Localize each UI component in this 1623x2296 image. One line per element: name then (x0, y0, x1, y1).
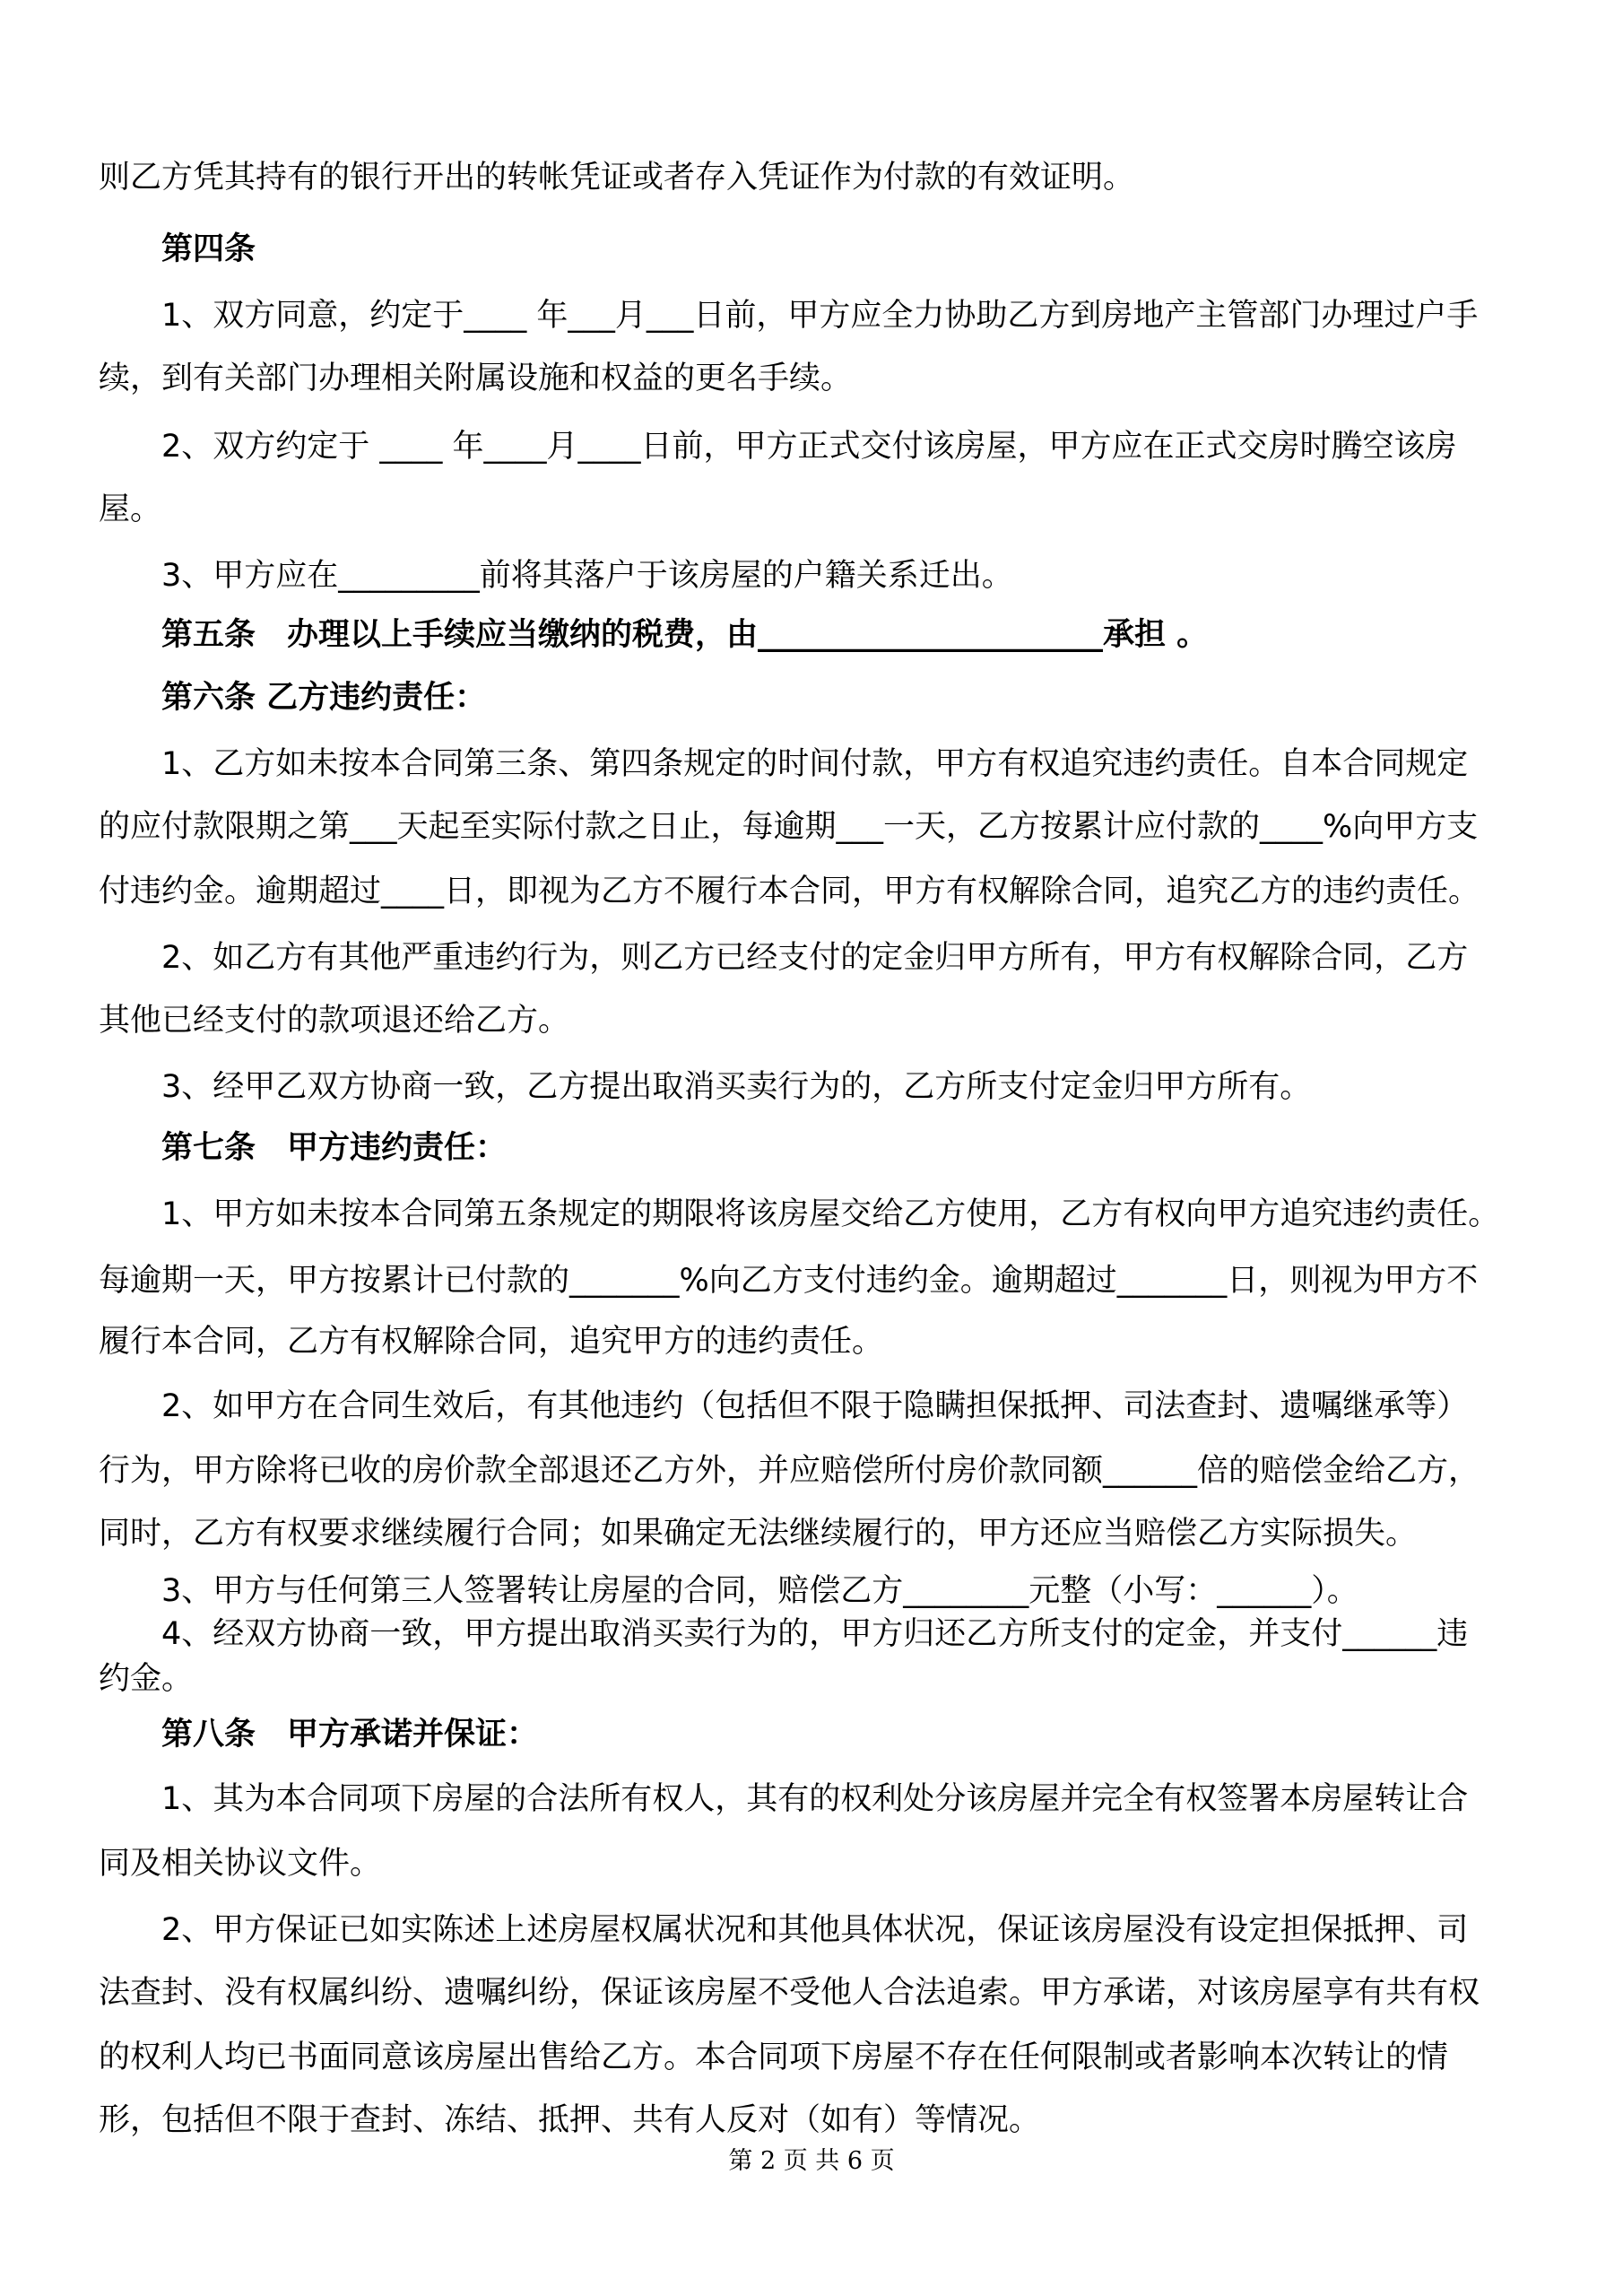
text-line: 1、甲方如未按本合同第五条规定的期限将该房屋交给乙方使用，乙方有权向甲方追究违约责任。 (161, 1196, 1500, 1232)
text-line: 4、经双方协商一致，甲方提出取消买卖行为的，甲方归还乙方所支付的定金，并支付______违 (161, 1616, 1469, 1652)
text-line: 1、双方同意，约定于____ 年___月___日前，甲方应全力协助乙方到房地产主管部门办理过户手 (161, 298, 1479, 334)
text-line: 行为，甲方除将已收的房价款全部退还乙方外，并应赔偿所付房价款同额______倍的赔偿金给乙方， (99, 1453, 1480, 1489)
text-line: 2、如乙方有其他严重违约行为，则乙方已经支付的定金归甲方所有，甲方有权解除合同，乙方 (161, 940, 1469, 976)
text-line: 每逾期一天，甲方按累计已付款的_______%向乙方支付违约金。逾期超过_______日，则视为甲方不 (99, 1263, 1479, 1299)
text-line: 付违约金。逾期超过____日，即视为乙方不履行本合同，甲方有权解除合同，追究乙方的违约责任。 (99, 874, 1480, 909)
text-line: 1、乙方如未按本合同第三条、第四条规定的时间付款，甲方有权追究违约责任。自本合同规定 (161, 746, 1469, 782)
text-line: 形，包括但不限于查封、冻结、抵押、共有人反对（如有）等情况。 (99, 2102, 1041, 2138)
text-line: 3、甲方应在_________前将其落户于该房屋的户籍关系迁出。 (161, 558, 1013, 594)
text-line: 履行本合同，乙方有权解除合同，追究甲方的违约责任。 (99, 1324, 884, 1360)
text-line: 2、甲方保证已如实陈述上述房屋权属状况和其他具体状况，保证该房屋没有设定担保抵押、司 (161, 1912, 1469, 1948)
text-line: 同及相关协议文件。 (99, 1846, 382, 1882)
text-line: 2、如甲方在合同生效后，有其他违约（包括但不限于隐瞒担保抵押、司法查封、遗嘱继承等） (161, 1388, 1469, 1424)
text-line: 续，到有关部门办理相关附属设施和权益的更名手续。 (99, 361, 853, 396)
article-heading: 第六条 乙方违约责任： (161, 680, 487, 716)
text-line: 约金。 (99, 1661, 194, 1697)
text-line: 法查封、没有权属纠纷、遗嘱纠纷，保证该房屋不受他人合法追索。甲方承诺，对该房屋享有共有权 (99, 1975, 1480, 2011)
page-footer: 第 2 页 共 6 页 (728, 2147, 895, 2175)
text-line: 2、双方约定于 ____ 年____月____日前，甲方正式交付该房屋，甲方应在正式交房时腾空该房 (161, 429, 1457, 465)
text-line: 屋。 (99, 491, 162, 527)
article-heading: 第四条 (161, 231, 256, 267)
article-heading: 第八条 甲方承诺并保证： (161, 1717, 539, 1752)
text-line: 其他已经支付的款项退还给乙方。 (99, 1003, 570, 1039)
text-line: 同时，乙方有权要求继续履行合同；如果确定无法继续履行的，甲方还应当赔偿乙方实际损失。 (99, 1516, 1418, 1552)
text-line: 的权利人均已书面同意该房屋出售给乙方。本合同项下房屋不存在任何限制或者影响本次转让的情 (99, 2039, 1449, 2075)
text-line: 的应付款限期之第___天起至实际付款之日止，每逾期___一天，乙方按累计应付款的____%向甲方支 (99, 809, 1479, 845)
text-line: 1、其为本合同项下房屋的合法所有权人，其有的权利处分该房屋并完全有权签署本房屋转让合 (161, 1781, 1469, 1817)
text-line: 则乙方凭其持有的银行开出的转帐凭证或者存入凭证作为付款的有效证明。 (99, 160, 1135, 196)
article-heading: 第七条 甲方违约责任： (161, 1130, 508, 1166)
article-heading: 第五条 办理以上手续应当缴纳的税费，由______________________承担 。 (161, 617, 1209, 653)
text-line: 3、经甲乙双方协商一致，乙方提出取消买卖行为的，乙方所支付定金归甲方所有。 (161, 1069, 1312, 1105)
text-line: 3、甲方与任何第三人签署转让房屋的合同，赔偿乙方________元整（小写：______）。 (161, 1573, 1358, 1609)
